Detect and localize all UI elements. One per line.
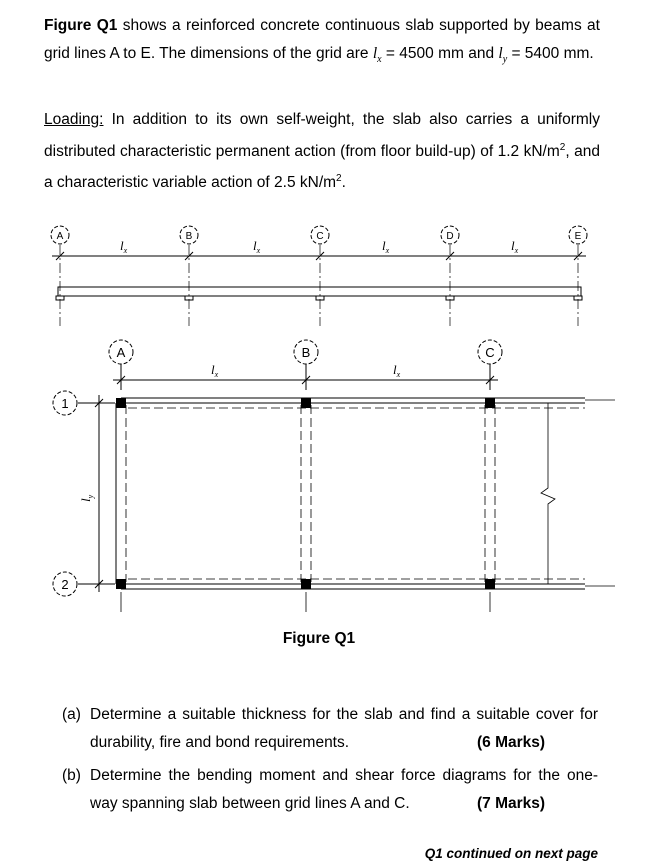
continued-note: Q1 continued on next page [424, 846, 598, 861]
loading-text-c: . [341, 174, 346, 192]
plan-label-a: A [116, 345, 126, 360]
elev-span-1: $l_x$ [120, 238, 128, 255]
loading-label: Loading: [44, 111, 104, 128]
column-b2 [301, 579, 311, 589]
elev-label-e: E [574, 231, 582, 242]
plan-span-1: $l_x$ [211, 362, 219, 379]
question-b-marks: (7 Marks) [477, 794, 546, 812]
elev-span-3: $l_x$ [382, 238, 390, 255]
elev-label-c: C [316, 231, 324, 242]
plan-grid-bubbles [53, 340, 502, 596]
elev-label-a: A [56, 231, 64, 242]
column-c2 [485, 579, 495, 589]
plan-hidden-beams [126, 405, 585, 582]
elev-span-4: $l_x$ [511, 238, 519, 255]
ly-symbol: l [498, 44, 503, 62]
intro-text-c: = 5400 mm. [507, 44, 594, 62]
elevation-slab [58, 287, 581, 296]
loading-text-a: In addition to its own self-weight, the slab also carries a uniformly distributed characteristic permanent action (from floor build-up) of 1.2 kN/m [44, 111, 600, 160]
column-b1 [301, 398, 311, 408]
loading-sup2: 2 [336, 173, 342, 185]
plan-slab-edges [116, 398, 585, 589]
question-a-marks: (6 Marks) [477, 733, 546, 751]
elevation-beams [56, 296, 582, 300]
plan-label-2: 2 [61, 577, 69, 592]
elev-label-d: D [446, 231, 454, 242]
column-a2 [116, 579, 126, 589]
question-b-label: (b) [62, 767, 81, 784]
column-a1 [116, 398, 126, 408]
plan-label-1: 1 [61, 396, 69, 411]
plan-label-c: C [485, 345, 495, 360]
plan-ly-label: $l_y$ [78, 494, 95, 502]
elev-label-b: B [185, 231, 193, 242]
question-a-label: (a) [62, 706, 81, 723]
figure-ref: Figure Q1 [44, 17, 118, 34]
elev-span-2: $l_x$ [253, 238, 261, 255]
intro-text-a: shows a reinforced concrete continuous slab supported by beams at grid lines A to E. The dimensions of the grid are [44, 17, 600, 62]
figure-caption: Figure Q1 [282, 630, 356, 647]
plan-break-line [541, 403, 555, 584]
lx-symbol: l [372, 44, 378, 62]
ly-sub: y [502, 53, 508, 65]
intro-text-b: = 4500 mm and [381, 44, 499, 62]
plan-span-2: $l_x$ [393, 362, 401, 379]
plan-columns [116, 398, 495, 589]
loading-text-b: , and a characteristic variable action of 2.5 kN/m [44, 142, 600, 192]
loading-sup1: 2 [559, 141, 566, 153]
plan-label-b: B [301, 345, 311, 360]
question-a-text: Determine a suitable thickness for the slab and find a suitable cover for durability, fire and bond requirements. [90, 706, 598, 751]
column-c1 [485, 398, 495, 408]
lx-sub: x [377, 53, 382, 65]
question-b-text: Determine the bending moment and shear force diagrams for the one-way spanning slab between grid lines A and C. [90, 767, 598, 812]
